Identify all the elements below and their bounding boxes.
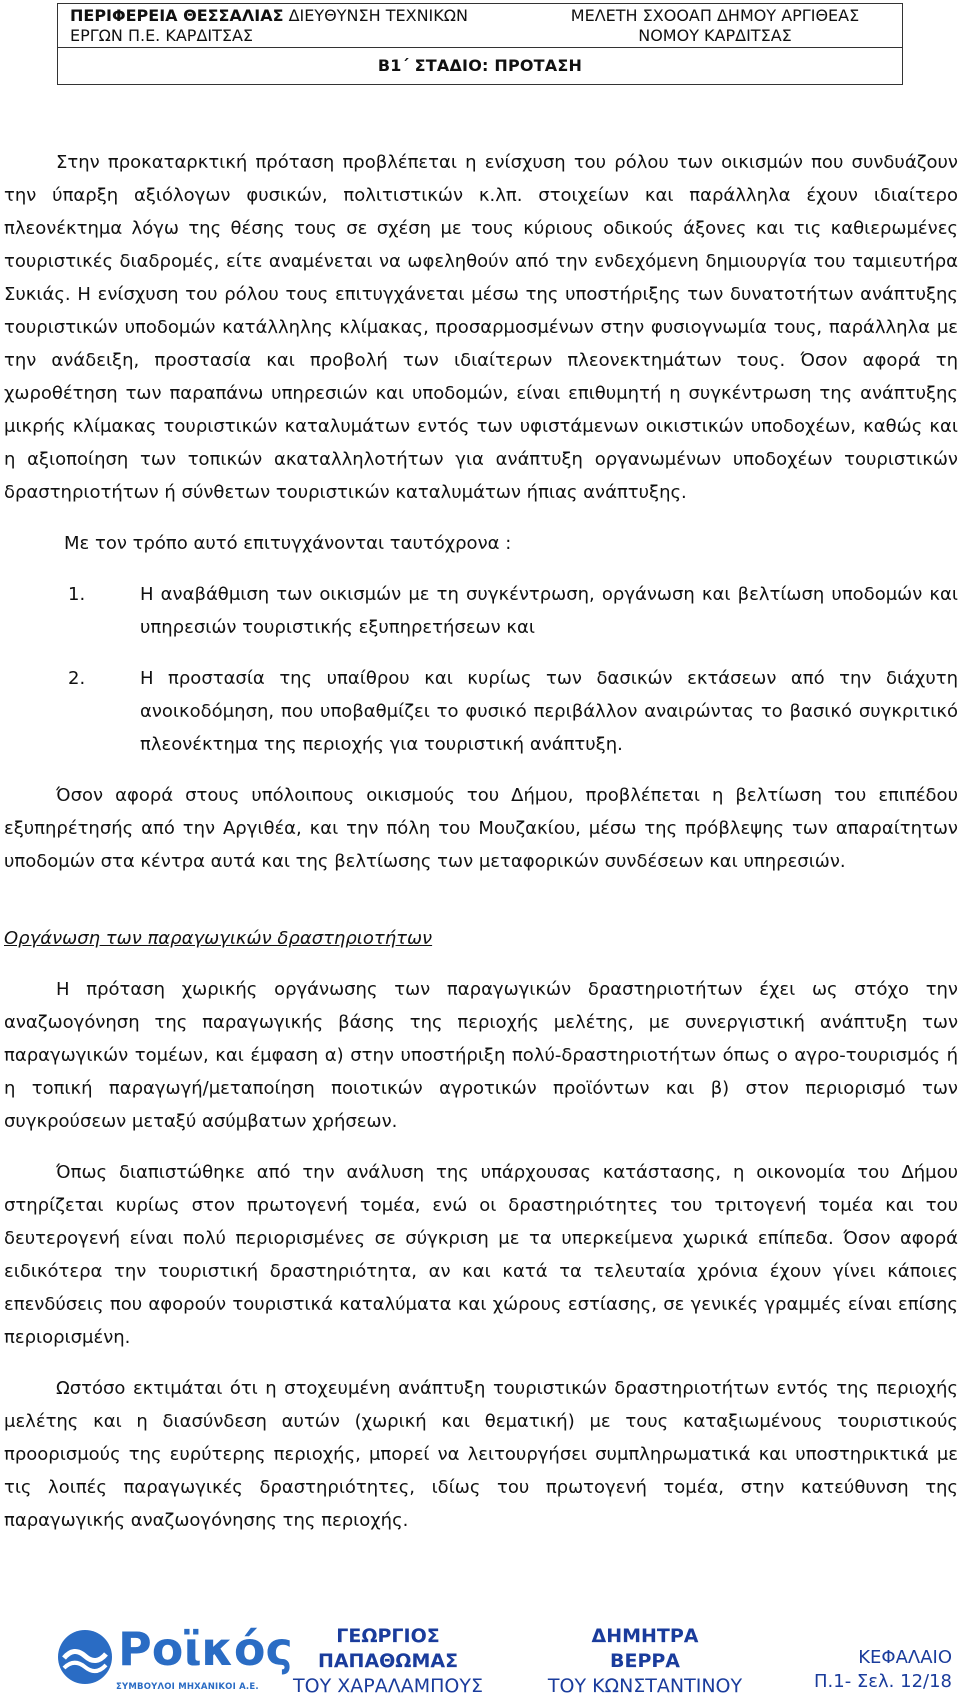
paragraph-1: Στην προκαταρκτική πρόταση προβλέπεται η ενίσχυση του ρόλου των οικισμών που συνδυάζουν την ύπαρξη αξιόλογων φυσικών, πολιτιστικών κ.λπ. στοιχείων και παράλληλα έχουν ιδιαίτερο πλεονέκτημα λόγω της θέσης τους σε σχέση με τους κύριους οδικούς άξονες και τις καθιερωμένες τουριστικές διαδρομές, είτε αναμένεται να ωφεληθούν από την ενδεχόμενη δημιουργία του ταμιευτήρα Συκιάς. Η ενίσχυση του ρόλου τους επιτυγχάνεται μέσω της υποστήριξης των δυνατοτήτων ανάπτυξης τουριστικών υποδομών κατάλληλης κλίμακας, προσαρμοσμένων στην φυσιογνωμία τους, παράλληλα με την ανάδειξη, προστασία και προβολή των ιδιαίτερων πλεονεκτημάτων τους. Όσον αφορά τη χωροθέτηση των παραπάνω υπηρεσιών και υποδομών, είναι επιθυμητή η συγκέντρωση της ανάπτυξης μικρής κλίμακας τουριστικών καταλυμάτων εντός των υφιστάμενων οικιστικών υποδοχέων, καθώς και η αξιοποίηση των τοπικών ακαταλληλοτήτων για ανάπτυξη οργανωμένων υποδοχέων τουριστικών δραστηριοτήτων ή σύνθετων τουριστικών καταλυμάτων ήπιας ανάπτυξης. <box>4 152 958 503</box>
signature-1 <box>288 1624 488 1699</box>
paragraph-5: Ωστόσο εκτιμάται ότι η στοχευμένη ανάπτυξη τουριστικών δραστηριοτήτων εντός της περιοχής μελέτης και η διασύνδεση αυτών (χωρική και θεματική) με τους καταξιωμένους τουριστικούς προορισμούς της ευρύτερης περιοχής, μπορεί να λειτουργήσει συμπληρωματικά και υποστηρικτικά με τις λοιπές παραγωγικές δραστηριότητες, ιδίως του πρωτογενή τομέα, στην κατεύθυνση της παραγωγικής αναζωογόνησης της περιοχής. <box>4 1378 958 1531</box>
company-logo <box>56 1622 293 1696</box>
list-number: 2. <box>68 668 86 689</box>
logo-name: Ροϊκός <box>118 1622 293 1676</box>
logo-wave-icon <box>56 1628 114 1686</box>
sig1-last: ΠΑΠΑΘΩΜΑΣ <box>317 1650 459 1672</box>
header-authority <box>70 6 500 46</box>
header-top-row <box>58 4 902 48</box>
document-body <box>4 146 958 1537</box>
header-phase: Β1΄ ΣΤΑΔΙΟ: ΠΡΟΤΑΣΗ <box>377 56 583 75</box>
page-info <box>814 1646 952 1694</box>
paragraph-3: Η πρόταση χωρικής οργάνωσης των παραγωγικών δραστηριοτήτων έχει ως στόχο την αναζωογόνηση της παραγωγικής βάσης της περιοχής μελέτης, με συνεργιστική ανάπτυξη των παραγωγικών τομέων, και έμφαση α) στην υποστήριξη πολύ-δραστηριοτήτων όπως ο αγρο-τουρισμός ή η τοπική παραγωγή/μεταποίηση ποιοτικών αγροτικών προϊόντων και β) στον περιορισμό των συγκρούσεων μεταξύ ασύμβατων χρήσεων. <box>4 979 958 1132</box>
page-number: Π.1- Σελ. 12/18 <box>814 1671 952 1692</box>
sig2-last: ΒΕΡΡΑ <box>609 1650 681 1672</box>
paragraph-4: Όπως διαπιστώθηκε από την ανάλυση της υπάρχουσας κατάστασης, η οικονομία του Δήμου στηρίζεται κυρίως στον πρωτογενή τομέα, ενώ οι δραστηριότητες του τριτογενή τομέα και του δευτερογενή είναι πολύ περιορισμένες σε σύγκριση με τα υπερκείμενα χωρικά επίπεδα. Όσον αφορά ειδικότερα την τουριστική δραστηριότητα, αν και κατά τα τελευταία χρόνια έχουν γίνει κάποιες επενδύσεις που αφορούν τουριστικά καταλύματα και χώρους εστίασης, σε γενικές γραμμές είναι επίσης περιορισμένη. <box>4 1162 958 1348</box>
logo-tagline: ΣΥΜΒΟΥΛΟΙ ΜΗΧΑΝΙΚΟΙ Α.Ε. <box>116 1682 259 1692</box>
sig1-first: ΓΕΩΡΓΙΟΣ <box>336 1625 440 1647</box>
header-directorate: ΔΙΕΥΘΥΝΣΗ ΤΕΧΝΙΚΩΝ ΕΡΓΩΝ Π.Ε. ΚΑΡΔΙΤΣΑΣ <box>70 6 468 45</box>
section-heading: Οργάνωση των παραγωγικών δραστηριοτήτων <box>4 928 433 949</box>
list-text: Η αναβάθμιση των οικισμών με τη συγκέντρωση, οργάνωση και βελτίωση υποδομών και υπηρεσιών τουριστικής εξυπηρετήσεων και <box>140 584 958 638</box>
list-item-2 <box>68 662 958 761</box>
list-intro: Με τον τρόπο αυτό επιτυγχάνονται ταυτόχρονα : <box>64 533 512 554</box>
list-number: 1. <box>68 584 86 605</box>
sig2-first: ΔΗΜΗΤΡΑ <box>591 1625 699 1647</box>
header-study-title: ΜΕΛΕΤΗ ΣΧΟΟΑΠ ΔΗΜΟΥ ΑΡΓΙΘΕΑΣ ΝΟΜΟΥ ΚΑΡΔΙΤΣΑΣ <box>570 6 860 45</box>
document-header <box>57 3 903 85</box>
document-footer <box>0 1616 960 1704</box>
list-item-1 <box>68 578 958 644</box>
paragraph-2: Όσον αφορά στους υπόλοιπους οικισμούς του Δήμου, προβλέπεται η βελτίωση του επιπέδου εξυπηρέτησής από την Αργιθέα, και την πόλη του Μουζακίου, μέσω της πρόβλεψης των απαραίτητων υποδομών στα κέντρα αυτά και της βελτίωσης των μεταφορικών συνδέσεων και υπηρεσιών. <box>4 785 958 872</box>
sig1-father: ΤΟΥ ΧΑΡΑΛΑΜΠΟΥΣ <box>293 1675 483 1697</box>
signature-2 <box>545 1624 745 1699</box>
chapter-label: ΚΕΦΑΛΑΙΟ <box>858 1647 952 1668</box>
list-text: Η προστασία της υπαίθρου και κυρίως των δασικών εκτάσεων από την διάχυτη ανοικοδόμηση, που υποβαθμίζει το φυσικό περιβάλλον αναιρώντας το βασικό συγκριτικό πλεονέκτημα της περιοχής για τουριστική ανάπτυξη. <box>140 668 958 755</box>
sig2-father: ΤΟΥ ΚΩΝΣΤΑΝΤΙΝΟΥ <box>547 1675 743 1697</box>
header-region: ΠΕΡΙΦΕΡΕΙΑ ΘΕΣΣΑΛΙΑΣ <box>70 6 284 25</box>
